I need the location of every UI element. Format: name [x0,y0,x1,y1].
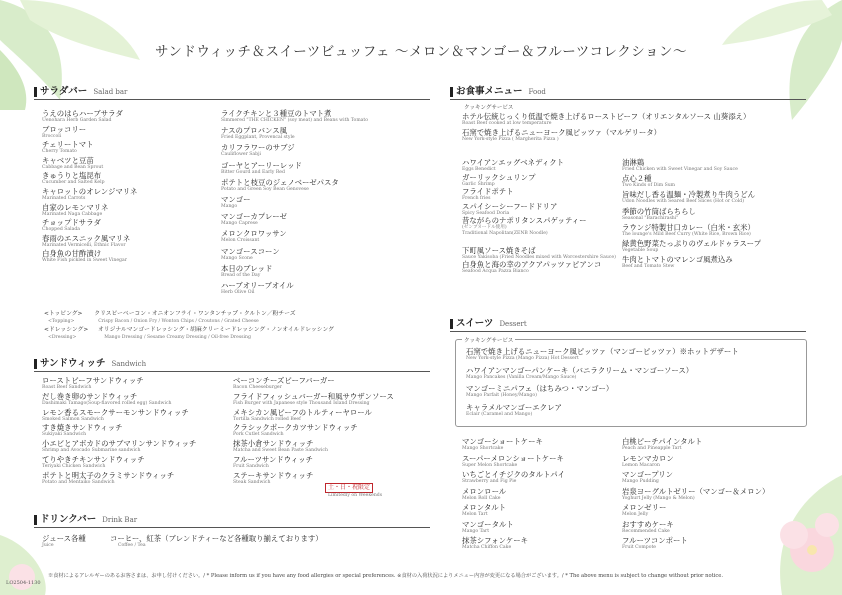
allergy-notice: ※食材によるアレルギーのあるお客さまは、お申し付けください。/ * Please inform us if you have any food allergies or special preferences. ※食材の入荷状況によりメニュー内容が変更になる場合がございます。/ * The above menu is subject to change without prior notice. [48,573,724,579]
sweets-name: マンゴータルト [462,519,514,529]
meal-name: 昔ながらのナポリタンスパゲッティー [462,216,587,226]
meal-name: ラウンジ特製甘口カレー（白米・玄米） [622,222,755,232]
sandwich-name-en: Pork Cutlet Sandwich [233,432,284,438]
sandwich-name-en: Potato and Mentaiko Sandwich [42,479,115,485]
meal-name: 下町風ソース焼きそば [462,245,536,255]
sweets-heading [450,318,806,332]
sweets-name: レモンマカロン [622,453,674,463]
meal-name-en: Two Kinds of Dim Sum [622,183,676,189]
dressing-line [44,327,334,334]
salad-item [221,247,280,262]
salad-name-en: Cauliflower Sabji [221,152,262,158]
dressing-items-en: Mango Dressing / Sesame Creamy Dressing / Oil-free Dressing [104,335,251,340]
meal-item [462,216,587,231]
sweets-cooking-item [466,403,562,418]
topping-items-en: Crispy Bacon / Onion Fry / Wonton Chips / Croutons / Grated Cheese [98,319,259,324]
meal-name-en: Fried Chicken with Sweet Vinegar and Soy Sauce [622,167,738,172]
meal-item [462,246,616,261]
heading-marker [450,87,453,97]
sandwich-item [42,439,196,454]
sweets-item [462,470,565,485]
sweets-name-en: Recommended Cake [622,528,670,534]
sandwich-name: ベーコンチーズビーフバーガー [233,376,335,385]
meal-item [622,174,675,189]
meal-item [622,190,755,205]
salad-name: ナスのプロバンス風 [221,126,287,136]
meal-cooking-name-en: Roast Beef cooked at low temperature [462,121,552,126]
meal-name-en: (ゼンブヌードル使用) [462,225,507,231]
document-code: LO2504-1130 [6,580,41,586]
meal-name-en: The lounge's Mild Beef Curry (White Rice, Brown Rice) [622,231,751,237]
sweets-item [462,536,528,551]
sandwich-heading [34,358,430,372]
sweets-name: スーパーメロンショートケーキ [462,453,564,463]
meal-name-en: Beef and Tomato Stew [622,264,675,270]
drink-name: ジュース各種 [42,534,86,543]
sweets-item [622,536,688,551]
sandwich-name-en: Sukiyaki Sandwich [42,432,87,438]
salad-name-en: Cherry Tomato [42,149,77,155]
meal-item [462,158,564,173]
topping-items: クリスピーベーコン・オニオンフライ・ワンタンチップ・クルトン／粉チーズ [94,311,296,317]
sweets-cooking-name-en: Mango Parfait (Honey/Mango) [466,393,537,398]
salad-bar-section [34,86,430,100]
meal-item [462,173,535,188]
salad-name: キャロットのオレンジマリネ [42,187,138,196]
salad-item [221,178,339,193]
weekend-limited-badge: 土・日・祝限定 [325,483,373,493]
meal-name-en: Sauce Yakisoba (Fried Noodles mixed with Worcestershire Sauce) [462,254,616,260]
salad-name: マンゴー [221,195,251,204]
salad-name: ゴーヤとアーリーレッド [221,160,302,170]
sandwich-title-en: Sandwich [111,360,147,368]
salad-name: ハーブオリーブオイル [221,281,294,290]
sweets-name-en: Melon Tart [462,512,488,517]
sandwich-name: ポテトと明太子のクラミサンドウィッチ [42,470,175,480]
sandwich-name-en: Shrimp and Avocado Submarine sandwich [42,448,141,454]
salad-bar-title-en: Salad bar [93,88,128,96]
meal-name: ハワイアンエッグベネディクト [462,158,564,167]
meal-cooking-item [462,112,750,127]
sandwich-item [233,408,372,423]
sandwich-name-en: Smoked Salmon Sandwich [42,416,104,422]
meal-menu-section [450,86,806,100]
salad-item [221,126,295,141]
salad-name-en: Chopped Salada [42,227,81,233]
salad-name: カリフラワーのサブジ [221,143,295,153]
salad-item [221,229,287,244]
sandwich-name: すき焼きサンドウィッチ [42,423,123,433]
sweets-cooking-name: マンゴーミニパフェ（はちみつ・マンゴー） [466,384,614,393]
sandwich-name: ローストビーフサンドウィッチ [42,376,144,385]
meal-item [622,239,761,254]
drink-bar-section [34,514,430,528]
meal-cooking-service-label: クッキングサービス [464,105,514,111]
sandwich-item [233,423,358,438]
meal-name-en: Eggs Benedict [462,167,496,172]
sandwich-name: フライドフィッシュバーガー和風サウザンソース [233,391,394,401]
meal-menu-heading [450,86,806,100]
sweets-name: おすすめケーキ [622,519,674,529]
hibiscus-flower-bottom-right-decoration [712,455,842,595]
sweets-name-en: Super Melon Shortcake [462,462,518,468]
meal-name-en: French fries [462,196,491,202]
sandwich-item [233,376,335,391]
dressing-items: オリジナルマンゴードレッシング・胡麻クリーミードレッシング・ノンオイルドレッシング [98,327,334,333]
drink-bar-heading [34,514,430,528]
heading-marker [34,359,37,369]
sandwich-item [42,423,122,438]
salad-item [42,156,103,171]
sandwich-name: てりやきチキンサンドウィッチ [42,455,145,464]
sweets-title-en: Dessert [499,320,527,328]
meal-item [622,255,733,270]
meal-name-en: Vegetable Soup [622,248,659,253]
salad-name: チェリートマト [42,140,94,150]
salad-name: チョップドサラダ [42,218,101,228]
drink-bar-title-en: Drink Bar [102,516,138,524]
heading-marker [34,87,37,97]
salad-item [221,161,302,176]
sweets-cooking-name-en: Eclair (Caramel and Mango) [466,411,533,417]
salad-item [42,171,105,186]
meal-name: 点心２種 [622,174,652,184]
drink-name: コーヒー、紅茶（ブレンドティーなど各種取り揃えております） [110,534,323,543]
salad-item [42,140,94,155]
sweets-cooking-name: 石窯で焼き上げるニューヨーク風ピッツァ（マンゴーピッツァ）※ホットデザート [466,347,739,356]
meal-item [462,260,601,275]
meal-cooking-name-en: New York-style Pizza ( Margherita Pizza ) [462,136,559,142]
heading-marker [34,515,37,525]
sweets-name: 岩泉ヨーグルトゼリー（マンゴー＆メロン） [622,486,770,496]
drink-bar-title: ドリンクバー [40,514,97,525]
salad-name: 春雨のエスニック風マリネ [42,233,131,243]
sweets-cooking-name: ハワイアンマンゴーパンケーキ（バニラクリーム・マンゴーソース） [466,365,694,375]
salad-name-en: Herb Olive Oil [221,290,255,295]
drink-name-en: Coffee / Tea [118,543,146,548]
salad-item [42,109,123,124]
meal-cooking-name: 石窯で焼き上げるニューヨーク風ピッツァ（マルゲリータ） [462,127,662,137]
sandwich-section [34,358,430,372]
sweets-item [462,487,506,502]
salad-item [221,264,272,279]
sweets-item [622,454,674,469]
sweets-cooking-item [466,366,693,381]
salad-name: マンゴースコーン [221,246,280,256]
sweets-item [462,503,506,518]
meal-name: 油淋鶏 [622,158,645,167]
sandwich-name-en: Bacon Cheeseburger [233,385,282,390]
meal-name-en: Seafood Acqua Pazza Bianco [462,269,529,275]
salad-name: きゅうりと塩昆布 [42,171,102,181]
meal-cooking-item [462,128,661,143]
sweets-name: フルーツコンポート [622,536,688,545]
salad-name: 白身魚の甘酢漬け [42,249,102,259]
sweets-name-en: Peach and Pineapple Tart [622,446,682,451]
salad-name-en: Bread of the Day [221,272,261,278]
sandwich-name-en: Steak Sandwich [233,479,271,485]
salad-name: ライクチキンと３種豆のトマト煮 [221,109,332,118]
meal-name-en: Traditional Napolitan(ZENB Noodle) [462,231,548,236]
sandwich-item [42,471,174,486]
sweets-name: いちごとイチジクのタルトパイ [462,470,566,479]
sweets-cooking-item [466,384,613,399]
sweets-name-en: Matcha Chiffon Cake [462,545,512,550]
sweets-item [622,487,769,502]
sandwich-title: サンドウィッチ [40,358,106,369]
salad-name: キャベツと豆苗 [42,155,94,165]
meal-item [622,223,755,238]
sweets-name: 抹茶シフォンケーキ [462,536,528,545]
salad-bar-title: サラダバー [40,86,88,97]
sandwich-name: 小エビとアボカドのサブマリンサンドウィッチ [42,439,197,449]
meal-item [622,207,696,222]
salad-name-en: Simmered "THE CHICKEN" (soy meat) and Beans with Tomato [221,118,369,123]
sandwich-name: メキシカン風ビーフのトルティーヤロール [233,407,372,417]
sweets-name-en: Mango Tart [462,528,490,534]
sweets-name-en: Mango Pudding [622,479,659,484]
meal-item [462,187,514,202]
salad-item [42,249,127,264]
salad-name-en: Mango Scone [221,255,253,261]
salad-item [42,234,130,249]
drink-item [42,534,86,549]
topping-label-en: <Topping> [48,319,75,324]
sandwich-name-en: Dashimaki Tamago(Soup-flavored rolled egg) Sandwich [42,400,172,406]
sweets-name-en: Yoghurt Jelly (Mango & Melon) [622,495,695,501]
salad-name: うえのはらハーブサラダ [42,109,123,118]
salad-name-en: Marinated Vermicelli, Ethnic Flavor [42,242,126,248]
tropical-leaves-top-right-decoration [712,0,842,120]
weekend-limited-badge-en: Limitedly on Weekends [328,493,383,498]
salad-item [42,125,86,140]
salad-name-en: Mango Caprese [221,221,258,227]
salad-item [221,212,287,227]
sweets-name: 白桃ピーチパインタルト [622,437,703,446]
sweets-cooking-service-label: クッキングサービス [464,338,514,344]
salad-name-en: Potato and Green Soy Bean Genovese [221,186,309,192]
sweets-name: メロンゼリー [622,503,667,512]
meal-name-en: Garlic Shrimp [462,181,495,187]
salad-name-en: White Fish pickled in Sweet Vinegar [42,258,127,264]
sweets-item [622,520,674,535]
sweets-item [622,470,673,485]
sweets-item [462,437,543,452]
salad-item [42,218,101,233]
sandwich-item [42,455,145,470]
topping-label: <トッピング> [44,311,83,317]
meal-item [622,158,738,173]
sweets-name-en: Melon Roll Cake [462,495,501,501]
salad-name-en: Cucumber and Salted Kelp [42,180,105,186]
sweets-item [462,454,564,469]
sandwich-item [233,392,394,407]
meal-name-en: Spicy Seafood Doria [462,210,510,216]
salad-item [221,195,251,210]
salad-name-en: Mango [221,204,238,209]
meal-name: スパイシーシーフードドリア [462,201,558,211]
salad-name: ポテトと枝豆のジェノベーゼパスタ [221,177,339,187]
heading-marker [450,319,453,329]
meal-name: フライドポテト [462,187,514,197]
salad-bar-heading [34,86,430,100]
sandwich-name: 抹茶小倉サンドウィッチ [233,439,314,449]
salad-name: 自家のレモンマリネ [42,202,109,212]
salad-name-en: Marinated Naga Cabbage [42,211,103,217]
sweets-name-en: Lemon Macaron [622,462,660,468]
sweets-item [622,437,702,452]
salad-name-en: Fried Eggplant, Provencal style [221,135,295,141]
salad-name-en: Bitter Gourd and Early Red [221,169,285,175]
sweets-name: マンゴーショートケーキ [462,437,543,446]
dressing-label: <ドレッシング> [44,327,89,333]
sweets-name: メロンタルト [462,503,507,512]
meal-menu-title-en: Food [528,88,546,96]
meal-name: 季節の竹筒ばらちらし [622,206,696,216]
sandwich-name: フルーツサンドウィッチ [233,455,313,464]
sandwich-name-en: Teriyaki Chicken Sandwich [42,464,106,469]
salad-item [221,281,294,296]
sandwich-name: クラシックポークカツサンドウィッチ [233,423,358,433]
meal-name-en: Udon Noodles with Seared Beef Slices (Hot or Cold) [622,199,745,205]
sandwich-name: だし巻き卵のサンドウィッチ [42,391,138,401]
salad-name: メロンクロワッサン [221,229,287,239]
sandwich-item [233,439,328,454]
meal-name: 旨味だし香る温麺・冷製煮り牛肉うどん [622,190,756,200]
sandwich-name-en: Tortilla Sandwich rolled Beef [233,416,301,422]
sandwich-name-en: Fish Burger with Japanese style Thousand Island Dressing [233,400,370,406]
sandwich-name: ステーキサンドウィッチ [233,470,314,480]
sandwich-item [233,471,313,486]
sweets-name: マンゴープリン [622,470,674,479]
salad-name-en: Broccoli [42,133,62,139]
sweets-name: メロンロール [462,486,507,496]
salad-item [42,187,137,202]
sweets-section [450,318,806,332]
salad-name-en: Melon Croissant [221,238,260,244]
sandwich-name-en: Fruit Sandwich [233,464,269,469]
sandwich-item [42,392,172,407]
salad-name-en: Marinated Carrots [42,196,86,201]
sandwich-name: レモン香るスモークサーモンサンドウィッチ [42,407,189,417]
sandwich-item [233,455,313,470]
salad-name-en: Cabbage and Bean Sprout [42,164,104,170]
sweets-item [462,520,514,535]
salad-item [221,109,368,124]
dressing-label-en: <Dressing> [48,335,77,340]
dressing-line-en [48,334,251,341]
sweets-name-en: Melon Jelly [622,512,649,517]
meal-item [462,231,548,237]
sweets-cooking-name-en: New York-style Pizza (Mango Pizza) Hot Dessert [466,356,579,361]
salad-item [42,203,108,218]
sandwich-item [42,376,144,391]
topping-line [44,311,296,318]
meal-name: ガーリックシュリンプ [462,172,536,182]
sweets-title: スイーツ [456,318,494,329]
sweets-cooking-name: キャラメルマンゴーエクレア [466,402,562,412]
salad-item [221,143,295,158]
sweets-cooking-item [466,347,739,362]
meal-menu-title: お食事メニュー [456,86,523,97]
sandwich-name-en: Matcha and Sweet Bean Paste Sandwich [233,448,328,454]
meal-name: 牛肉とトマトのマレンゴ風煮込み [622,255,733,265]
meal-name-en: Seasonal "Barachirashi" [622,215,679,221]
page-title: サンドウィッチ＆スイーツビュッフェ 〜メロン＆マンゴー＆フルーツコレクション〜 [155,44,687,60]
meal-item [462,202,557,217]
meal-cooking-name: ホテル伝統じっくり低温で焼き上げるローストビーフ（オリエンタルソース 山葵添え） [462,112,751,121]
drink-name-en: Juice [42,543,54,548]
salad-name: マンゴーカプレーゼ [221,212,287,222]
salad-name: 本日のブレッド [221,263,273,273]
meal-name: 白身魚と海の幸のアクアパッツァピアンコ [462,260,602,270]
sweets-name-en: Strawberry and Fig Pie [462,479,517,484]
sandwich-item [42,408,189,423]
drink-item [110,534,323,549]
sweets-name-en: Fruit Compote [622,545,657,550]
salad-name-en: Uenohara Herb Garden Salad [42,118,112,123]
sandwich-name-en: Roast Beef Sandwich [42,385,92,390]
sweets-item [622,503,666,518]
meal-name: 緑黄色野菜たっぷりのヴェルドゥラスープ [622,239,761,248]
sweets-cooking-name-en: Mango Pancakes (Vanilla Cream/Mango Sauce) [466,374,577,380]
sweets-name-en: Mango Shortcake [462,446,504,451]
salad-name: ブロッコリー [42,124,87,134]
topping-line-en [48,318,259,325]
